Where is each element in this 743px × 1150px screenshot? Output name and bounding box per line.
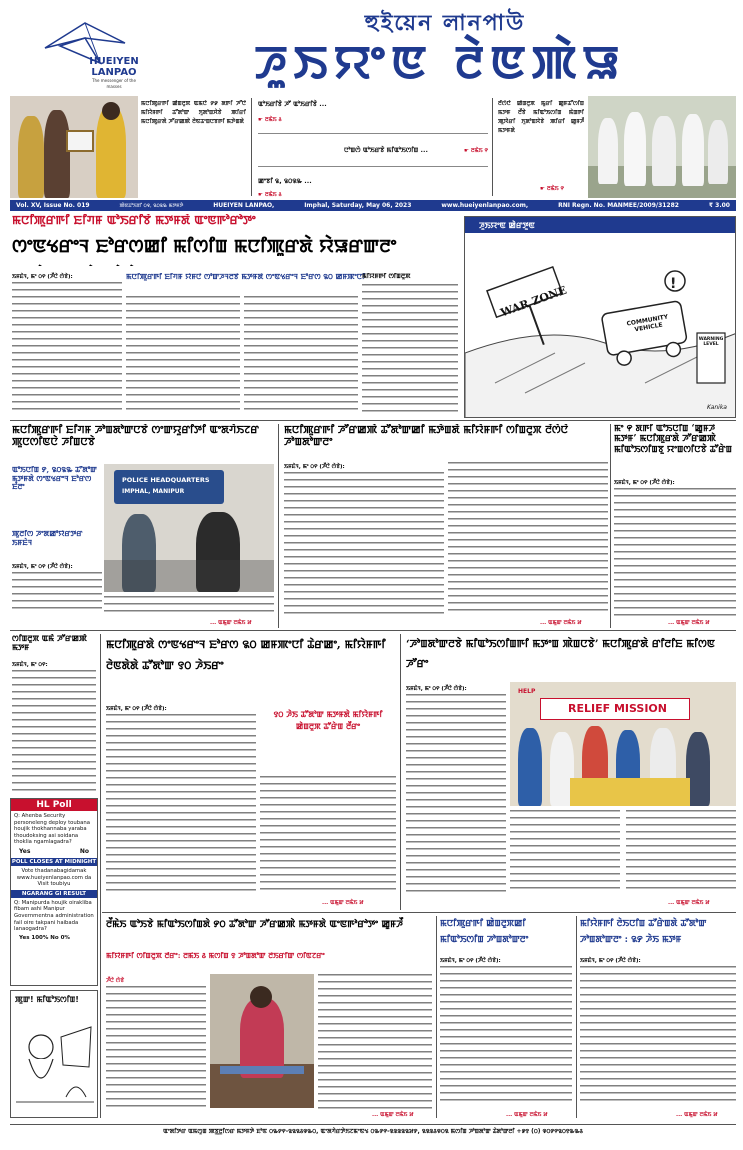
teaser-left-photo (10, 96, 138, 198)
row5-mid-headline: ꯃꯅꯤꯄꯨꯔꯒꯤ ꯀꯥꯡꯂꯨꯞꯀꯤ ꯃꯤꯑꯣꯏꯁꯤꯡ ꯍꯣꯡꯗꯣꯛꯂꯦ (440, 919, 529, 945)
teaser-right-link[interactable]: ☛ ꯂꯃꯥꯏ ꯵ (540, 186, 565, 192)
teaser-mid-mid-link[interactable]: ☛ ꯂꯃꯥꯏ ꯵ (463, 148, 488, 154)
teaser-left-text: ꯃꯅꯤꯄꯨꯔꯒꯤ ꯀꯥꯡꯂꯨꯞ ꯑꯃꯅꯥ ꯸꯹ ꯗꯒꯤ ꯍꯧꯅꯥ ꯃꯤꯌꯥꯝꯒꯤ ꯊꯧꯗꯣꯛ ꯈꯨꯗꯣꯡꯆꯥꯕꯥ ꯄꯤꯔꯤ ꯃꯅꯤꯄꯨꯔꯗꯥ ꯍꯧꯔꯀꯄꯥ ꯂꯥꯟꯊꯦꯡꯅꯕꯒꯤ ꯃꯇꯥꯡꯗꯥ (141, 101, 246, 125)
row5-right-headline: ꯃꯤꯌꯥꯝꯒꯤ ꯂꯥꯏꯅꯤꯡ ꯊꯧꯔꯥꯡꯗꯥ ꯊꯧꯗꯣꯛ ꯍꯣꯡꯗꯣꯛꯂꯦ : ꯲꯸ ꯍꯥꯏ ꯃꯇꯝ (580, 919, 707, 945)
row4-mid-headline: ꯃꯅꯤꯄꯨꯔꯗꯥ ꯁꯦꯟꯠꯔꯦꯜ ꯐꯣꯔꯁ ꯲꯰ ꯀꯝꯄꯦꯅꯤ ꯊꯥꯔꯀꯦ, ꯃꯤꯌꯥꯝꯒꯤ ꯂꯥꯟꯗꯥꯗꯥ ꯊꯧꯗꯣꯛ ꯱꯰ ꯍꯥꯏꯔꯦ (106, 638, 386, 672)
row5-right-more[interactable]: ... ꯑꯃꯨꯛ ꯂꯃꯥꯏ ꯷ (676, 1112, 718, 1118)
police-sign-text: POLICE HEADQUARTERS (122, 476, 210, 484)
row5-right-byline: ꯏꯝꯐꯥꯜ, ꯃꯦ ꯰꯵ (ꯍꯩꯅꯥ ꯁꯥꯕꯥ): (580, 958, 641, 964)
footer-text: ꯑꯦꯗꯤꯇꯔ ꯑꯃꯁꯨꯡ ꯄꯕ꯭ꯂꯤꯁꯔ ꯃꯇꯝꯇꯥ ꯐꯣꯟ ꯰꯳꯸꯵-꯲꯲꯲꯴꯶꯳꯰, ꯑꯦꯗꯚꯥꯔꯇꯥꯏꯖꯃꯦꯟꯠ ꯰꯳꯸꯵-꯲꯲꯲꯲꯲꯷꯸, ꯲꯲꯲꯴꯶꯰꯲ ꯃꯁꯤꯡ ꯍꯣꯡꯗꯣꯛ ꯊꯥꯗꯣꯛꯂꯤ +꯹꯱ (꯰) ꯶꯰꯸꯵꯲꯰꯱꯳꯳꯴ (163, 1128, 583, 1135)
row3-a-body (12, 572, 102, 614)
poll-result-line: Yes 100% No 0% (19, 934, 70, 941)
row4-right-body1 (406, 694, 506, 894)
cartoon-signature: Kanika (706, 404, 727, 411)
local-date: ꯄꯥꯟꯊꯣꯏꯕꯤ ꯰꯶, ꯲꯰꯲꯳ ꯃꯇꯝꯇꯥ (119, 203, 184, 209)
relief-banner-text: RELIEF MISSION (568, 702, 667, 715)
masthead-title: ꯍꯨꯏꯌꯦꯟ ꯂꯥꯟꯄꯥꯎ (254, 35, 626, 89)
poll-result-question: Q: Manipurda houjik oirakliba fibam ashi Manipur Governmentna administration fail oire takpani haibada lanaogadra? (14, 899, 94, 933)
row4-relief-photo (510, 682, 736, 806)
side-cartoon-drawing-icon (11, 1007, 98, 1117)
poll-box (10, 798, 98, 986)
row4-mid-callout: ꯱꯰ ꯍꯥꯏ ꯊꯧꯗꯣꯛ ꯃꯇꯝꯗꯥ ꯃꯤꯌꯥꯝꯒꯤ ꯀꯥꯡꯂꯨꯞ ꯊꯧꯔꯥꯡ ꯂꯩꯔꯦ (273, 709, 383, 731)
svg-text:!: ! (670, 276, 677, 292)
row3-b-byline: ꯏꯝꯐꯥꯜ, ꯃꯦ ꯰꯵ (ꯍꯩꯅꯥ ꯁꯥꯕꯥ): (284, 464, 345, 470)
poll-title: HL Poll (11, 799, 97, 811)
lead-body-col2 (126, 296, 240, 414)
price: ₹ 3.00 (708, 202, 730, 209)
row3-a-byline: ꯏꯝꯐꯥꯜ, ꯃꯦ ꯰꯵ (ꯍꯩꯅꯥ ꯁꯥꯕꯥ): (12, 564, 73, 570)
row3-b-body2 (448, 462, 608, 616)
brief-body (12, 670, 96, 796)
teaser-mid-top-link[interactable]: ☛ ꯂꯃꯥꯏ ꯴ (258, 117, 282, 123)
row3-a-sub: ꯑꯣꯏꯅꯤꯡ ꯸, ꯲꯰꯲꯳ ꯊꯧꯗꯣꯛ ꯃꯇꯝꯗꯥ ꯁꯦꯟꯠꯔꯦꯜ ꯐꯣꯔꯁ ꯐꯪꯂꯦ (12, 466, 97, 492)
poll-result-title: NGARANG GI RESULT (11, 890, 97, 898)
poll-question: Q: Ahenba Security personeleng deploy toubana houjik thokhannaba yaraba thoudoksing asi soidana thoklia ngamlagadra? (14, 813, 90, 846)
brief-byline: ꯏꯝꯐꯥꯜ, ꯃꯦ ꯰꯵: (12, 662, 48, 668)
logo-line1: HUEIYEN (89, 56, 139, 67)
logo-tagline: The messenger of the masses (92, 78, 136, 89)
row5-left-more[interactable]: ... ꯑꯃꯨꯛ ꯂꯃꯥꯏ ꯷ (372, 1112, 414, 1118)
teaser-mid-top: ꯑꯣꯏꯔꯤꯕꯥ ꯍꯧ ꯑꯣꯏꯔꯤꯕꯥ ... (258, 100, 327, 108)
row4-right-more[interactable]: ... ꯑꯃꯨꯛ ꯂꯃꯥꯏ ꯷ (668, 900, 710, 906)
lead-body-col3 (244, 296, 358, 414)
cartoon-vehicle-label: COMMUNITY VEHICLE (626, 313, 669, 334)
cartoon-sign: WAR ZONE (498, 283, 569, 320)
row5-left-sub: ꯃꯤꯌꯥꯝꯒꯤ ꯁꯤꯡꯂꯨꯞ ꯂꯩꯔꯦ: ꯂꯃꯥꯏ ꯴ ꯃꯁꯤꯡ ꯱ ꯍꯣꯡꯗꯣꯛ ꯂꯥꯏꯔꯤꯛ ꯁꯤꯟꯖꯔꯦ (106, 952, 325, 960)
row4-right-body3 (626, 810, 736, 894)
row3-c-byline: ꯏꯝꯐꯥꯜ, ꯃꯦ ꯰꯵ (ꯍꯩꯅꯥ ꯁꯥꯕꯥ): (614, 480, 675, 486)
row4-mid-body1 (106, 714, 256, 894)
paper-name: HUEIYEN LANPAO, (213, 202, 275, 209)
row5-left-body1 (106, 986, 206, 1112)
masthead (0, 0, 743, 96)
lead-headline: ꯁꯦꯟꯠꯔꯦꯜ ꯐꯣꯔꯁꯀꯤ ꯃꯤꯁꯤꯡ ꯃꯅꯤꯄꯨꯔꯗꯥ ꯌꯥꯎꯔꯛꯂꯦ (12, 236, 397, 257)
teaser-right-photo (588, 96, 736, 198)
poll-no-option[interactable]: No (79, 847, 89, 855)
teaser-mid-bottom: ꯀꯦꯕꯤ ꯲, ꯲꯰꯲꯳ ... (258, 177, 312, 185)
row5-left-body2 (318, 974, 432, 1112)
row5-weaver-photo (210, 974, 314, 1108)
poll-closes: POLL CLOSES AT MIDNIGHT (11, 858, 97, 865)
row5-mid-byline: ꯏꯝꯐꯥꯜ, ꯃꯦ ꯰꯵ (ꯍꯩꯅꯥ ꯁꯥꯕꯥ): (440, 958, 501, 964)
volume-info: Vol. XV, Issue No. 019 (16, 202, 90, 209)
cartoon-meter-label: WARNING LEVEL (698, 337, 724, 347)
row3-a-body2 (104, 596, 274, 614)
row5-left-headline: ꯂꯩꯃꯥꯏ ꯑꯣꯏꯕꯥ ꯃꯤꯑꯣꯏꯁꯤꯡꯗꯥ ꯸꯰ ꯊꯧꯗꯣꯛ ꯍꯧꯔꯀꯄꯥ ꯃꯇꯝꯗꯥ ꯑꯦꯟꯒꯣꯔꯣꯇꯦ ꯀꯨꯝꯍꯩ (106, 919, 403, 930)
row3-c-headline: ꯃꯦ ꯵ ꯗꯒꯤ ꯑꯣꯏꯅꯤꯡ ‘ꯀꯨꯝꯍꯩ ꯃꯇꯝ’ ꯃꯅꯤꯄꯨꯔꯗꯥ ꯍꯧꯔꯀꯄꯥ ꯃꯤꯑꯣꯏꯁꯤꯡꯕꯨ ꯌꯦꯡꯁꯤꯅꯕꯥ ꯊꯧꯔꯥꯡ (614, 424, 732, 455)
info-bar (10, 200, 736, 211)
poll-yes-option[interactable]: Yes (19, 847, 31, 855)
rni-number: RNI Regn. No. MANMEE/2009/31282 (558, 202, 679, 209)
row3-c-body (614, 488, 736, 616)
lead-body-col4 (362, 284, 458, 414)
logo-wordmark (84, 56, 144, 90)
lead-kicker: ꯃꯅꯤꯄꯨꯔꯒꯤ ꯐꯤꯚꯝ ꯑꯣꯏꯔꯤꯕꯥ ꯃꯇꯝꯗꯥ ꯑꯦꯟꯒꯣꯔꯣꯇꯦ (12, 214, 256, 227)
teaser-mid-bottom-link[interactable]: ☛ ꯂꯃꯥꯏ ꯴ (258, 192, 282, 198)
row3-b-body1 (284, 472, 444, 616)
cartoon-box (464, 216, 736, 418)
row4-mid-byline: ꯏꯝꯐꯥꯜ, ꯃꯦ ꯰꯵ (ꯍꯩꯅꯥ ꯁꯥꯕꯥ): (106, 706, 167, 712)
row3-b-headline: ꯃꯅꯤꯄꯨꯔꯒꯤ ꯍꯧꯔꯀꯄꯥ ꯊꯧꯗꯣꯛꯀꯤ ꯃꯇꯥꯡꯗꯥ ꯃꯤꯌꯥꯝꯒꯤ ꯁꯤꯡꯂꯨꯞ ꯂꯩꯁꯥꯅꯥ ꯍꯣꯡꯗꯣꯛꯂꯦ (284, 424, 569, 449)
row5-mid-body (440, 966, 572, 1106)
lead-subhead: ꯃꯅꯤꯄꯨꯔꯒꯤ ꯐꯤꯚꯝ ꯌꯥꯝꯅꯥ ꯁꯣꯛꯍꯜꯂꯕꯥ ꯃꯇꯝꯗꯥ ꯁꯦꯟꯠꯔꯦꯜ ꯐꯣꯔꯁ ꯲꯰ ꯀꯝꯄꯦꯅꯤ (126, 273, 365, 281)
row4-mid-body2 (260, 776, 396, 894)
logo-line2: LANPAO (91, 67, 137, 78)
teaser-mid-mid: ꯅꯣꯡꯁꯥ ꯑꯣꯏꯔꯕꯥ ꯃꯤꯑꯣꯏꯁꯤꯡ ... (344, 145, 428, 154)
row3-a-more[interactable]: ... ꯑꯃꯨꯛ ꯂꯃꯥꯏ ꯷ (210, 620, 252, 626)
lead-body-col1 (12, 282, 122, 414)
row5-left-tag: ꯍꯩꯅꯥ ꯁꯥꯕꯥ (106, 978, 125, 984)
row5-right-body (580, 966, 736, 1106)
row3-a-sub2: ꯄꯨꯂꯤꯁ ꯍꯦꯗꯀꯣꯌꯥꯔꯇꯔ ꯏꯝꯐꯥꯜ (12, 530, 83, 547)
row4-right-body2 (510, 810, 620, 894)
poll-vote-info: Vote thadanabagidamak www.hueiyenlanpao.com da Visit toubiyu (16, 867, 92, 888)
brief-headline: ꯁꯤꯡꯂꯨꯞ ꯑꯃꯥ ꯍꯧꯔꯀꯄꯥ ꯃꯇꯝ (12, 634, 87, 653)
lead-right-col-head: ꯃꯤꯌꯥꯝꯒꯤ ꯁꯤꯡꯂꯨꯞ (362, 273, 411, 280)
cartoon-header: ꯍꯨꯏꯌꯦꯟ ꯀꯥꯔꯇꯨꯟ (465, 217, 735, 233)
row3-a-photo (104, 464, 274, 592)
footer-bar (10, 1124, 736, 1138)
row5-mid-more[interactable]: ... ꯑꯃꯨꯛ ꯂꯃꯥꯏ ꯷ (506, 1112, 548, 1118)
row3-c-more[interactable]: ... ꯑꯃꯨꯛ ꯂꯃꯥꯏ ꯷ (668, 620, 710, 626)
help-text: HELP (518, 688, 536, 695)
website-link[interactable]: www.hueiyenlanpao.com, (441, 202, 529, 209)
police-sign-text2: IMPHAL, MANIPUR (122, 488, 185, 495)
row4-mid-more[interactable]: ... ꯑꯃꯨꯛ ꯂꯃꯥꯏ ꯷ (322, 900, 364, 906)
lead-byline: ꯏꯝꯐꯥꯜ, ꯃꯦ ꯰꯵ (ꯍꯩꯅꯥ ꯁꯥꯕꯥ): (12, 274, 73, 280)
side-cartoon-caption: ꯄꯨꯛ! ꯃꯤꯑꯣꯏꯁꯤꯡ! (15, 995, 79, 1004)
row4-right-headline: ‘ꯍꯣꯡꯗꯣꯛꯂꯕꯥ ꯃꯤꯑꯣꯏꯁꯤꯡꯒꯤ ꯃꯇꯦꯡ ꯄꯥꯡꯅꯕꯥ’ ꯃꯅꯤꯄꯨꯔꯗꯥ ꯔꯤꯂꯤꯐ ꯃꯤꯁꯟ ꯍꯧꯔꯦ (406, 638, 715, 670)
teaser-mid (258, 100, 488, 198)
masthead-title-top: হুইয়েন লানপাউ (364, 11, 526, 36)
cartoon-drawing-icon (465, 233, 736, 418)
row3-b-more[interactable]: ... ꯑꯃꯨꯛ ꯂꯃꯥꯏ ꯷ (540, 620, 582, 626)
row3-a-headline: ꯃꯅꯤꯄꯨꯔꯒꯤ ꯐꯤꯚꯝ ꯍꯣꯡꯗꯣꯛꯅꯕꯥ ꯁꯦꯛꯌꯨꯔꯤꯇꯤ ꯑꯦꯗꯚꯥꯏꯖꯔ ꯄꯨꯅꯁꯤꯟꯅꯥ ꯍꯤꯡꯅꯕꯥ (12, 424, 259, 449)
place-date: Imphal, Saturday, May 06, 2023 (304, 202, 412, 209)
row4-right-byline: ꯏꯝꯐꯥꯜ, ꯃꯦ ꯰꯵ (ꯍꯩꯅꯥ ꯁꯥꯕꯥ): (406, 686, 467, 692)
side-cartoon (10, 990, 98, 1118)
teaser-right-text: ꯂꯩꯁꯥꯅꯥ ꯀꯥꯡꯂꯨꯞ ꯃꯨꯔꯤ ꯀꯨꯝꯊꯧꯁꯤꯡ ꯃꯇꯝ ꯂꯩꯕꯥ ꯃꯤꯑꯣꯏꯁꯤꯡ ꯃꯥꯡꯒꯤ ꯄꯨꯋꯥꯔꯤ ꯈꯨꯗꯣꯡꯆꯥꯕꯥ ꯄꯤꯔꯤ ꯀꯨꯝꯍꯩ ꯃꯇꯝꯗꯥ (498, 101, 584, 134)
